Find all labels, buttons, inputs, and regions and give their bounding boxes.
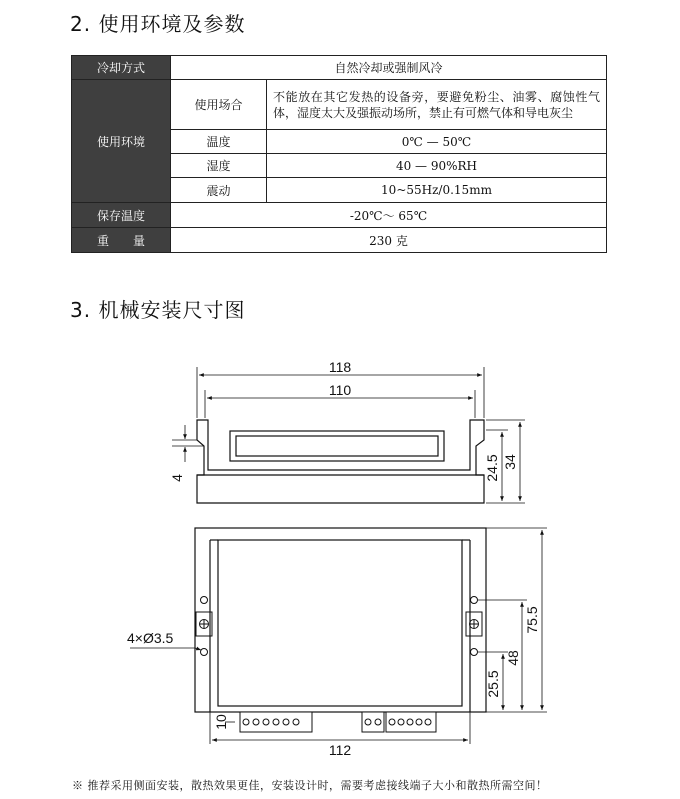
terminal-block-left [240,712,312,732]
mounting-holes [196,597,482,656]
usage-label: 使用场合 [171,80,267,130]
dim-34: 34 [502,454,518,470]
temperature-value: 0℃ — 50℃ [267,130,607,154]
mounting-hole-icon [471,597,478,604]
temperature-label: 温度 [171,130,267,154]
storage-label: 保存温度 [72,203,171,228]
section-3-title: 3. 机械安装尺寸图 [70,298,246,322]
weight-value: 230 克 [171,228,607,253]
storage-value: -20℃～ 65℃ [171,203,607,228]
dim-24-5: 24.5 [484,454,500,482]
weight-label: 重 量 [72,228,171,253]
vibration-label: 震动 [171,178,267,203]
usage-value: 不能放在其它发热的设备旁，要避免粉尘、油雾、腐蚀性气体，湿度太大及强振动场所，禁止有可燃气体和导电灰尘 [267,80,607,130]
mounting-hole-icon [201,597,208,604]
dim-25-5: 25.5 [485,670,501,698]
environment-label: 使用环境 [72,80,171,203]
front-view [195,528,486,712]
vibration-value: 10~55Hz/0.15mm [267,178,607,203]
section-2-title: 2. 使用环境及参数 [70,12,246,36]
humidity-value: 40 — 90%RH [267,154,607,178]
humidity-label: 湿度 [171,154,267,178]
terminal-block-right [386,712,436,732]
dim-75-5: 75.5 [524,606,540,634]
dim-110: 110 [328,382,352,398]
terminal-blocks [240,712,436,732]
dim-112: 112 [328,742,352,758]
installation-note: ※ 推荐采用侧面安装，散热效果更佳，安装设计时，需要考虑接线端子大小和散热所需空间！ [72,779,548,792]
dim-10: 10 [213,714,229,730]
cooling-value: 自然冷却或强制风冷 [171,56,607,80]
mounting-hole-icon [201,649,208,656]
dim-118: 118 [328,359,352,375]
dim-hole-diameter: 4×Ø3.5 [127,630,174,646]
dim-4: 4 [169,474,185,482]
side-view [197,420,484,503]
dim-48: 48 [505,650,521,666]
mounting-hole-icon [471,649,478,656]
cooling-label: 冷却方式 [72,56,171,80]
